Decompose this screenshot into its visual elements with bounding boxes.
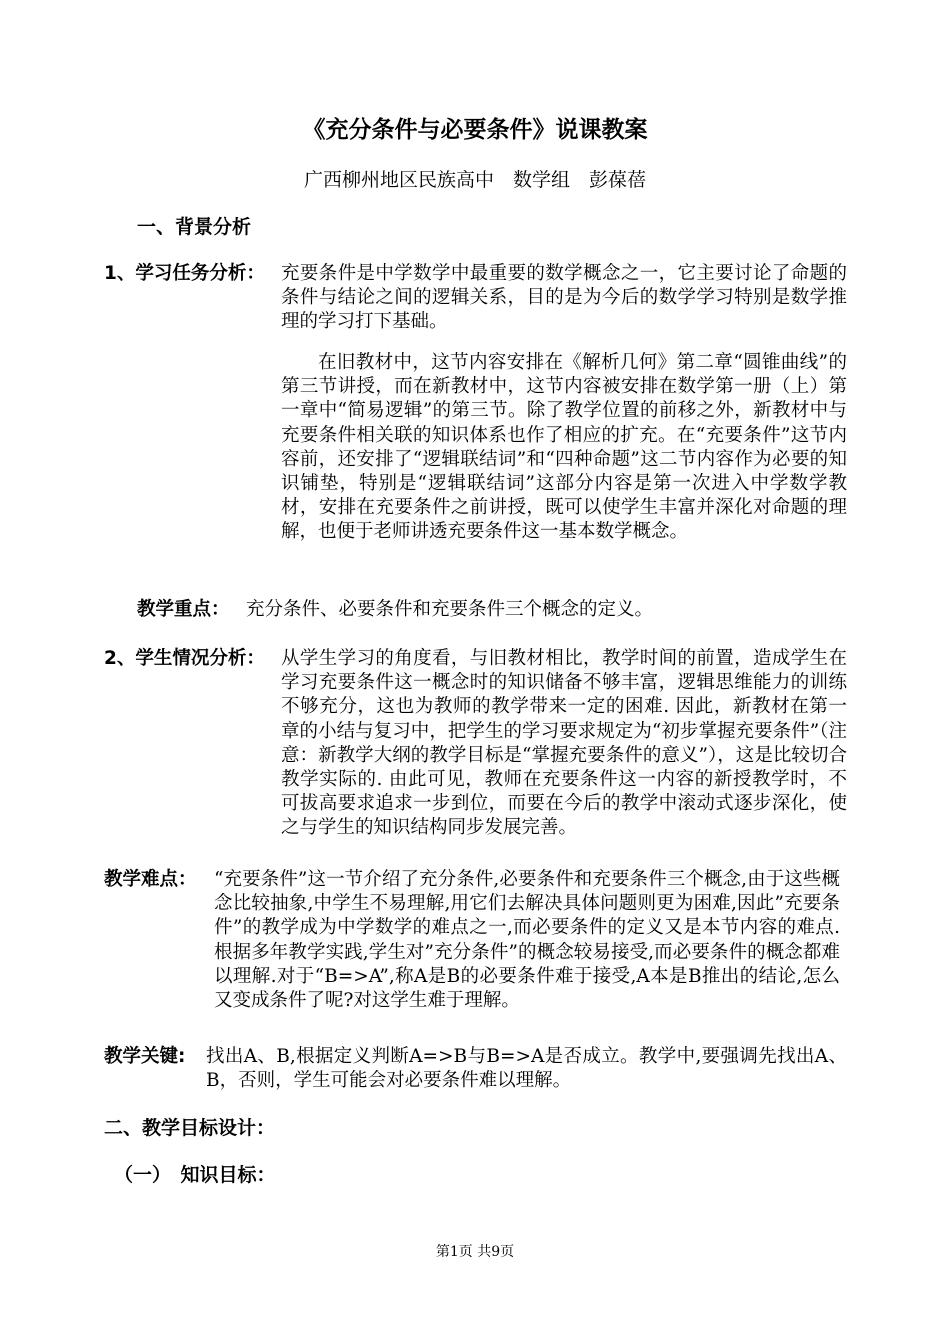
item1-label: 1、学习任务分析：	[104, 263, 265, 284]
section1-heading: 一、背景分析	[137, 216, 252, 238]
key-point-label: 教学重点：	[137, 599, 230, 620]
page-footer: 第1页 共9页	[435, 1244, 515, 1260]
item2-label: 2、学生情况分析：	[104, 648, 265, 669]
crux-text: 找出A、B,根据定义判断A=>B与B=>A是否成立。教学中,要强调先找出A、B，否则，学生可能会对必要条件难以理解。	[206, 1046, 847, 1092]
document-title: 《充分条件与必要条件》说课教案	[302, 117, 648, 143]
item1-paragraph-2: 在旧教材中，这节内容安排在《解析几何》第二章“圆锥曲线”的第三节讲授，而在新教材中，这节内容被安排在数学第一册（上）第一章中“简易逻辑”的第三节。除了教学位置的前移之外，新教材中与充要条件相关联的知识体系也作了相应的扩充。在“充要条件”这节内容前，还安排了“逻辑联结词”和“四种命题”这二节内容作为必要的知识铺垫，特别是“逻辑联结词”这部分内容是第一次进入中学数学教材，安排在充要条件之前讲授，既可以使学生丰富并深化对命题的理解，也便于老师讲透充要条件这一基本数学概念。	[281, 352, 847, 543]
difficulty-label: 教学难点：	[104, 869, 197, 890]
difficulty-text: “充要条件”这一节介绍了充分条件,必要条件和充要条件三个概念,由于这些概念比较抽象,中学生不易理解,用它们去解决具体问题则更为困难,因此”充要条件”的教学成为中学数学的难点之一,而必要条件的定义又是本节内容的难点.根据多年教学实践,学生对”充分条件”的概念较易接受,而必要条件的概念都难以理解.对于“B=>A”,称A是B的必要条件难于接受,A本是B推出的结论,怎么又变成条件了呢?对这学生难于理解。	[214, 869, 840, 1012]
crux-label: 教学关键:	[104, 1046, 186, 1067]
section2-subheading: （一） 知识目标：	[114, 1164, 276, 1186]
key-point-text: 充分条件、必要条件和充要条件三个概念的定义。	[246, 599, 654, 620]
document-author: 广西柳州地区民族高中 数学组 彭葆蓓	[303, 169, 646, 191]
section2-heading: 二、教学目标设计：	[104, 1117, 276, 1139]
item2-paragraph: 从学生学习的角度看，与旧教材相比，教学时间的前置，造成学生在学习充要条件这一概念时的知识储备不够丰富，逻辑思维能力的训练不够充分，这也为教师的教学带来一定的困难. 因此，新教材在第一章的小结与复习中，把学生的学习要求规定为“初步掌握充要条件”（注意：新教学大纲的教学目标是“掌握充要条件的意义”），这是比较切合教学实际的. 由此可见，教师在充要条件这一内容的新授教学时，不可拔高要求追求一步到位，而要在今后的教学中滚动式逐步深化，使之与学生的知识结构同步发展完善。	[281, 648, 847, 839]
item1-paragraph-1: 充要条件是中学数学中最重要的数学概念之一，它主要讨论了命题的条件与结论之间的逻辑关系，目的是为今后的数学学习特别是数学推理的学习打下基础。	[281, 263, 847, 333]
